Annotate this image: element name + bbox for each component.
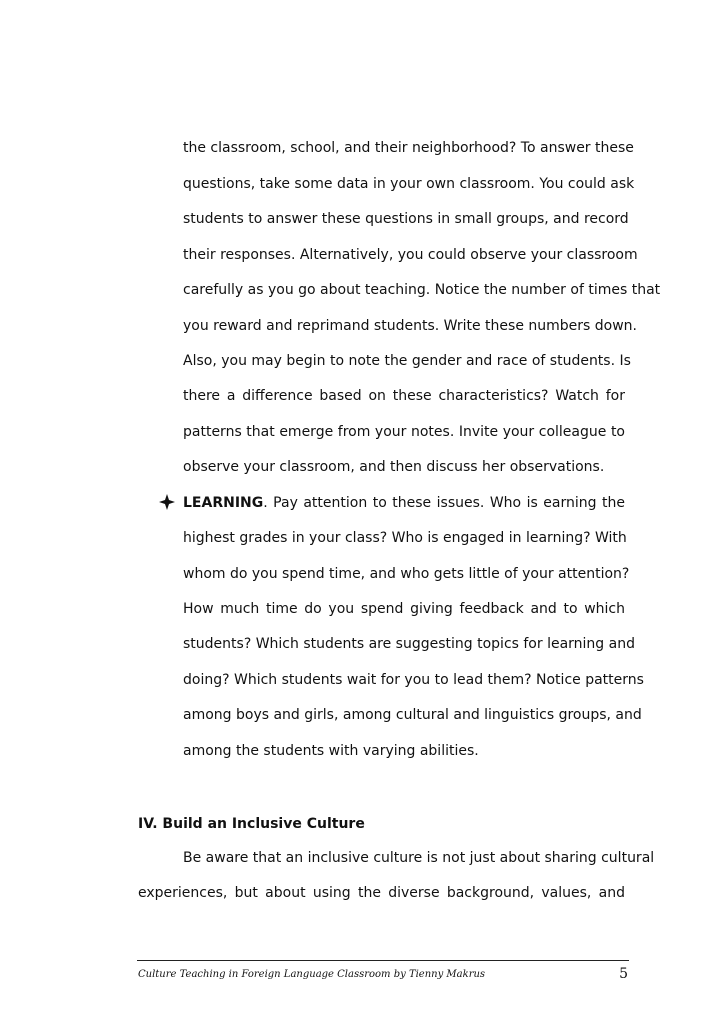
bullet-first-line-text: . Pay attention to these issues. Who is earning the (263, 495, 625, 511)
paragraph-line: patterns that emerge from your notes. Invite your colleague to (183, 424, 625, 440)
bullet-line: among boys and girls, among cultural and linguistics groups, and (183, 707, 642, 723)
diamond-bullet-icon (158, 493, 176, 511)
paragraph-line: you reward and reprimand students. Write these numbers down. (183, 318, 637, 334)
page-number: 5 (619, 966, 628, 982)
footer-title: Culture Teaching in Foreign Language Classroom by Tienny Makrus (138, 969, 486, 980)
bullet-line: among the students with varying abilities. (183, 743, 479, 759)
footer-divider (137, 960, 629, 961)
section-heading: IV. Build an Inclusive Culture (138, 816, 365, 832)
bullet-line: students? Which students are suggesting topics for learning and (183, 636, 635, 652)
bullet-line: whom do you spend time, and who gets little of your attention? (183, 566, 630, 582)
paragraph-line: the classroom, school, and their neighborhood? To answer these (183, 140, 634, 156)
bullet-line: doing? Which students wait for you to lead them? Notice patterns (183, 672, 644, 688)
paragraph-line: their responses. Alternatively, you could observe your classroom (183, 247, 638, 263)
bullet-term: LEARNING (183, 495, 264, 511)
paragraph-line: students to answer these questions in small groups, and record (183, 211, 629, 227)
section-line: Be aware that an inclusive culture is not just about sharing cultural (183, 850, 655, 866)
bullet-line: How much time do you spend giving feedback and to which (183, 601, 625, 617)
paragraph-line: observe your classroom, and then discuss her observations. (183, 459, 605, 475)
paragraph-line: there a difference based on these characteristics? Watch for (183, 388, 625, 404)
paragraph-line: questions, take some data in your own classroom. You could ask (183, 176, 635, 192)
bullet-line: highest grades in your class? Who is engaged in learning? With (183, 530, 627, 546)
bullet-first-line (183, 493, 625, 513)
section-line: experiences, but about using the diverse background, values, and (138, 885, 625, 901)
paragraph-line: Also, you may begin to note the gender and race of students. Is (183, 353, 631, 369)
paragraph-line: carefully as you go about teaching. Notice the number of times that (183, 282, 661, 298)
